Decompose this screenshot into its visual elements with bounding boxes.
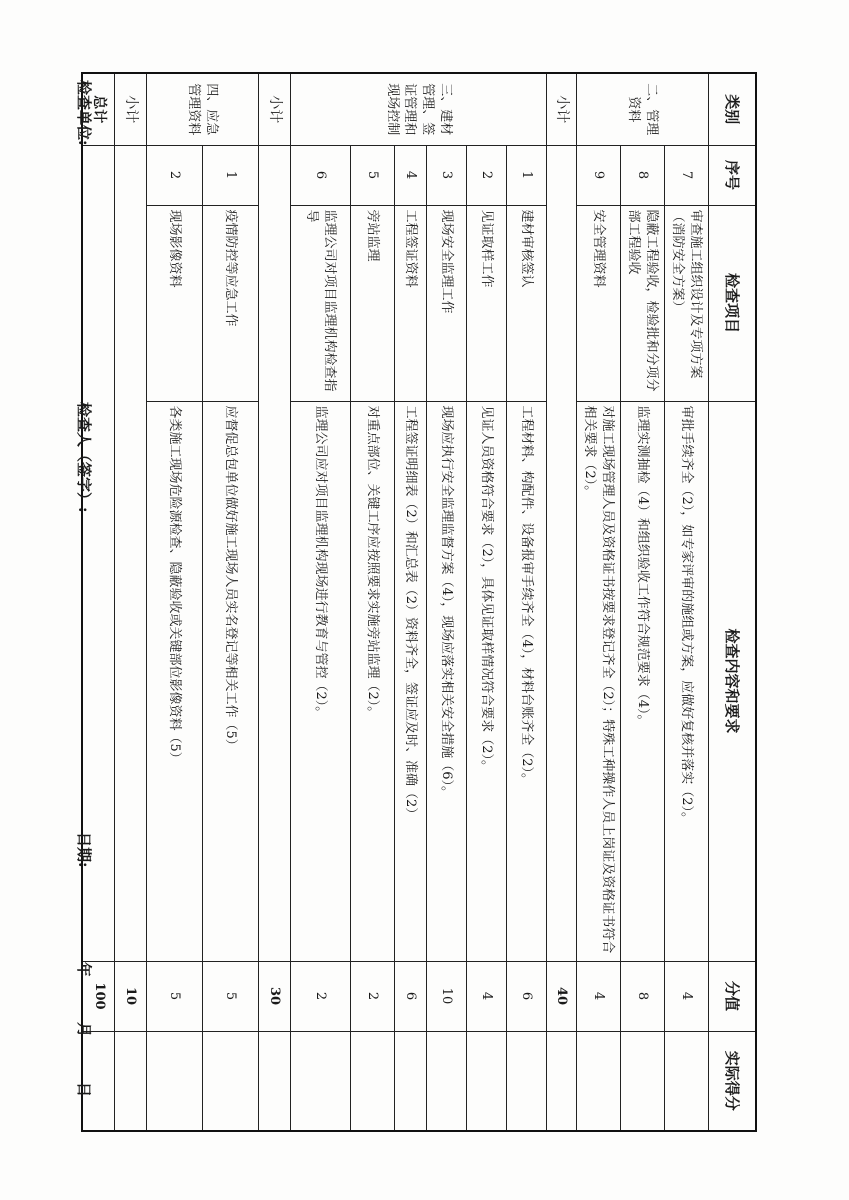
row-item: 审查施工组织设计及专项方案（消防安全方案） [665,205,709,401]
actual-score-field[interactable] [547,1031,577,1131]
row-item: 工程签证资料 [395,205,427,401]
table-row [621,73,665,1131]
row-number: 4 [395,145,427,205]
row-item: 旁站监理 [351,205,395,401]
row-number: 8 [621,145,665,205]
row-score: 8 [621,961,665,1031]
subtotal-label: 小计 [547,73,577,145]
subtotal-blank [259,145,291,961]
inspection-unit-label: 检查单位: [75,80,93,146]
row-score: 2 [351,961,395,1031]
category-cell: 二、管理资料 [577,73,709,145]
subtotal-label: 小计 [115,73,147,145]
table-row [427,73,467,1131]
row-requirement: 监理实测抽检（4）和组织验收工作符合规范要求（4）。 [621,401,665,961]
table-row [147,73,203,1131]
row-score: 4 [467,961,507,1031]
actual-score-field[interactable] [259,1031,291,1131]
table-row [507,73,547,1131]
row-number: 9 [577,145,621,205]
actual-score-field[interactable] [665,1031,709,1131]
row-requirement: 监理公司应对项目监理机构现场进行教育与管控（2）。 [291,401,351,961]
header-item: 检查项目 [709,205,757,401]
row-item: 现场安全监理工作 [427,205,467,401]
row-number: 1 [507,145,547,205]
row-requirement: 现场应执行安全监理监督方案（4），现场应落实相关安全措施（6）。 [427,401,467,961]
subtotal-row [115,73,147,1131]
row-item: 隐蔽工程验收，检验批和分项分部工程验收 [621,205,665,401]
row-requirement: 工程签证明细表（2）和汇总表（2）资料齐全，签证应及时、准确（2） [395,401,427,961]
row-requirement: 应督促总包单位做好施工现场人员实名登记等相关工作（5） [203,401,259,961]
actual-score-field[interactable] [621,1031,665,1131]
signature-footer [67,72,101,1130]
header-row [709,73,757,1131]
subtotal-blank [115,145,147,961]
row-score: 4 [577,961,621,1031]
actual-score-field[interactable] [203,1031,259,1131]
header-score: 分值 [709,961,757,1031]
row-number: 2 [147,145,203,205]
row-item: 现场影像资料 [147,205,203,401]
row-item: 安全管理资料 [577,205,621,401]
row-score: 6 [507,961,547,1031]
row-score: 10 [427,961,467,1031]
actual-score-field[interactable] [395,1031,427,1131]
subtotal-score: 40 [547,961,577,1031]
category-cell: 四、应急管理资料 [147,73,259,145]
date-month: 月 [75,1022,93,1038]
row-number: 2 [467,145,507,205]
header-actual: 实际得分 [709,1031,757,1131]
date-label: 日期: [75,832,93,868]
row-item: 建材审核签认 [507,205,547,401]
table-row [395,73,427,1131]
actual-score-field[interactable] [577,1031,621,1131]
total-score: 100 [83,961,115,1031]
subtotal-label: 小计 [259,73,291,145]
header-requirement: 检查内容和要求 [709,401,757,961]
row-item: 疫情防控等应急工作 [203,205,259,401]
row-score: 6 [395,961,427,1031]
row-number: 5 [351,145,395,205]
category-cell: 三、建材管理、签证管理和现场控制 [291,73,547,145]
actual-score-field[interactable] [147,1031,203,1131]
table-row [203,73,259,1131]
subtotal-blank [547,145,577,961]
table-row [665,73,709,1131]
table-row [467,73,507,1131]
header-number: 序号 [709,145,757,205]
row-number: 3 [427,145,467,205]
row-score: 2 [291,961,351,1031]
subtotal-score: 10 [115,961,147,1031]
table-row [577,73,621,1131]
actual-score-field[interactable] [351,1031,395,1131]
total-label: 总计 [83,73,115,145]
date-year: 年 [75,962,93,978]
row-requirement: 审批手续齐全（2），如专家评审的施组或方案，应做好复核并落实（2）。 [665,401,709,961]
row-requirement: 对重点部位、关键工序应按照要求实施旁站监理（2）。 [351,401,395,961]
row-number: 7 [665,145,709,205]
row-score: 5 [147,961,203,1031]
table-row [291,73,351,1131]
row-requirement: 对施工现场管理人员及资格证书按要求登记齐全（2）；特殊工种操作人员上岗证及资格证书符合相关要求（2）。 [577,401,621,961]
subtotal-row [259,73,291,1131]
subtotal-score: 30 [259,961,291,1031]
date-day: 日 [75,1082,93,1098]
row-item: 监理公司对项目监理机构检查指导 [291,205,351,401]
header-category: 类别 [709,73,757,145]
row-requirement: 各类施工现场危险源检查、隐蔽验收或关键部位影像资料（5） [147,401,203,961]
inspection-table [82,72,758,1132]
row-number: 1 [203,145,259,205]
subtotal-row [547,73,577,1131]
table-row [351,73,395,1131]
inspector-signature-label: 检查人（签字）: [75,402,93,513]
actual-score-field[interactable] [467,1031,507,1131]
actual-score-field[interactable] [291,1031,351,1131]
actual-score-field[interactable] [507,1031,547,1131]
row-requirement: 见证人员资格符合要求（2），具体见证取样情况符合要求（2）。 [467,401,507,961]
row-item: 见证取样工作 [467,205,507,401]
row-score: 4 [665,961,709,1031]
actual-score-field[interactable] [427,1031,467,1131]
actual-score-field[interactable] [115,1031,147,1131]
row-score: 5 [203,961,259,1031]
row-requirement: 工程材料、构配件、设备报审手续齐全（4），材料台账齐全（2）。 [507,401,547,961]
row-number: 6 [291,145,351,205]
